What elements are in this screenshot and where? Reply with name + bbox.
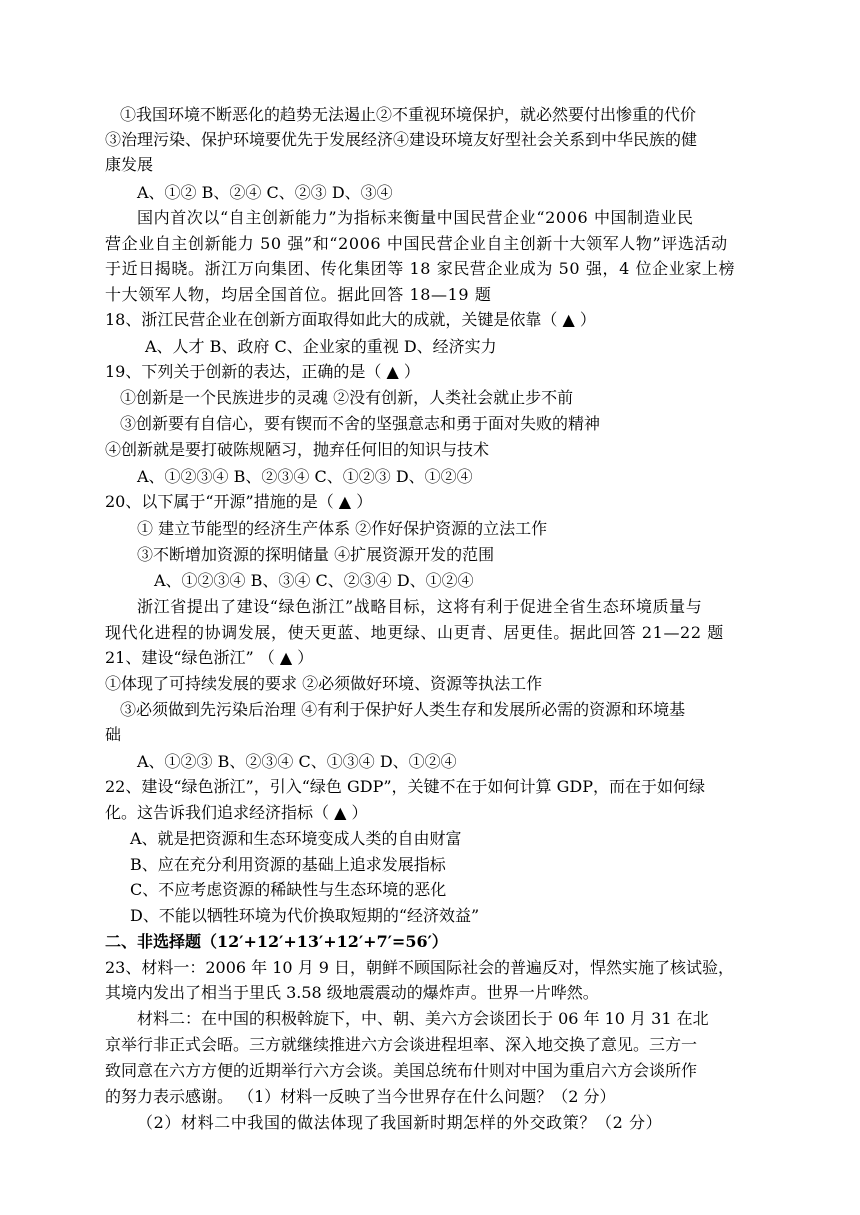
question-22: 化。这告诉我们追求经济指标（ ▲ ） [105, 803, 368, 822]
option-line: ①体现了可持续发展的要求 ②必须做好环境、资源等执法工作 [105, 674, 543, 693]
question-19: 19、下列关于创新的表达，正确的是（ ▲ ） [105, 362, 420, 381]
option-line: ③必须做到先污染后治理 ④有利于保护好人类生存和发展所必需的资源和环境基 [120, 700, 686, 719]
option-line: ① 建立节能型的经济生产体系 ②作好保护资源的立法工作 [137, 519, 548, 538]
question-23: 23、材料一：2006 年 10 月 9 日，朝鲜不顾国际社会的普遍反对，悍然实施了核试验， [105, 958, 735, 977]
passage-line: 浙江省提出了建设“绿色浙江”战略目标，这将有利于促进全省生态环境质量与 [137, 597, 703, 616]
section-heading: 二、非选择题（12′+12′+13′+12′+7′=56′） [105, 932, 448, 951]
option-line: 康发展 [105, 155, 154, 174]
question-21: 21、建设“绿色浙江” （ ▲ ） [105, 648, 314, 667]
material-line: 京举行非正式会晤。三方就继续推进六方会谈进程坦率、深入地交换了意见。三方一 [105, 1035, 698, 1054]
passage-line: 现代化进程的协调发展，使天更蓝、地更绿、山更青、居更佳。据此回答 21—22 题 [105, 623, 724, 642]
question-20: 20、以下属于“开源”措施的是（ ▲ ） [105, 492, 373, 511]
option-line: ③创新要有自信心，要有锲而不舍的坚强意志和勇于面对失败的精神 [120, 414, 601, 433]
sub-question: （2）材料二中我国的做法体现了我国新时期怎样的外交政策？（2 分） [137, 1113, 663, 1132]
option-line: 础 [105, 725, 122, 744]
answer-choices: A、①② B、②④ C、②③ D、③④ [137, 183, 393, 202]
answer-choices: A、①②③④ B、②③④ C、①②③ D、①②④ [137, 467, 473, 486]
answer-option: C、不应考虑资源的稀缺性与生态环境的恶化 [130, 880, 447, 899]
passage-line: 于近日揭晓。浙江万向集团、传化集团等 18 家民营企业成为 50 强，4 位企业家上榜 [105, 259, 736, 278]
answer-option: B、应在充分利用资源的基础上追求发展指标 [130, 855, 446, 874]
option-line: ①我国环境不断恶化的趋势无法遏止②不重视环境保护，就必然要付出惨重的代价 [120, 105, 697, 124]
passage-line: 国内首次以“自主创新能力”为指标来衡量中国民营企业“2006 中国制造业民 [137, 208, 694, 227]
material-line: 致同意在六方方便的近期举行六方会谈。美国总统布什则对中国为重启六方会谈所作 [105, 1061, 698, 1080]
answer-choices: A、①②③ B、②③④ C、①③④ D、①②④ [137, 752, 457, 771]
answer-choices: A、①②③④ B、③④ C、②③④ D、①②④ [154, 571, 474, 590]
question-18: 18、浙江民营企业在创新方面取得如此大的成就，关键是依靠（ ▲ ） [105, 310, 596, 329]
option-line: ①创新是一个民族进步的灵魂 ②没有创新，人类社会就止步不前 [120, 388, 574, 407]
answer-option: A、就是把资源和生态环境变成人类的自由财富 [130, 829, 462, 848]
answer-option: D、不能以牺牲环境为代价换取短期的“经济效益” [130, 906, 480, 925]
option-line: ③不断增加资源的探明储量 ④扩展资源开发的范围 [137, 545, 495, 564]
question-23: 其境内发出了相当于里氏 3.58 级地震震动的爆炸声。世界一片哗然。 [105, 983, 599, 1002]
question-22: 22、建设“绿色浙江”，引入“绿色 GDP”，关键不在于如何计算 GDP，而在于如何绿 [105, 777, 706, 796]
passage-line: 营企业自主创新能力 50 强”和“2006 中国民营企业自主创新十大领军人物”评选活动 [105, 234, 728, 253]
option-line: ④创新就是要打破陈规陋习，抛弃任何旧的知识与技术 [105, 440, 490, 459]
option-line: ③治理污染、保护环境要优先于发展经济④建设环境友好型社会关系到中华民族的健 [105, 130, 698, 149]
material-line: 材料二：在中国的积极斡旋下，中、朝、美六方会谈团长于 06 年 10 月 31 在北 [137, 1009, 709, 1028]
material-line: 的努力表示感谢。 （1）材料一反映了当今世界存在什么问题？（2 分） [105, 1087, 616, 1106]
passage-line: 十大领军人物，均居全国首位。据此回答 18—19 题 [105, 285, 492, 304]
answer-choices: A、人才 B、政府 C、企业家的重视 D、经济实力 [145, 337, 497, 356]
